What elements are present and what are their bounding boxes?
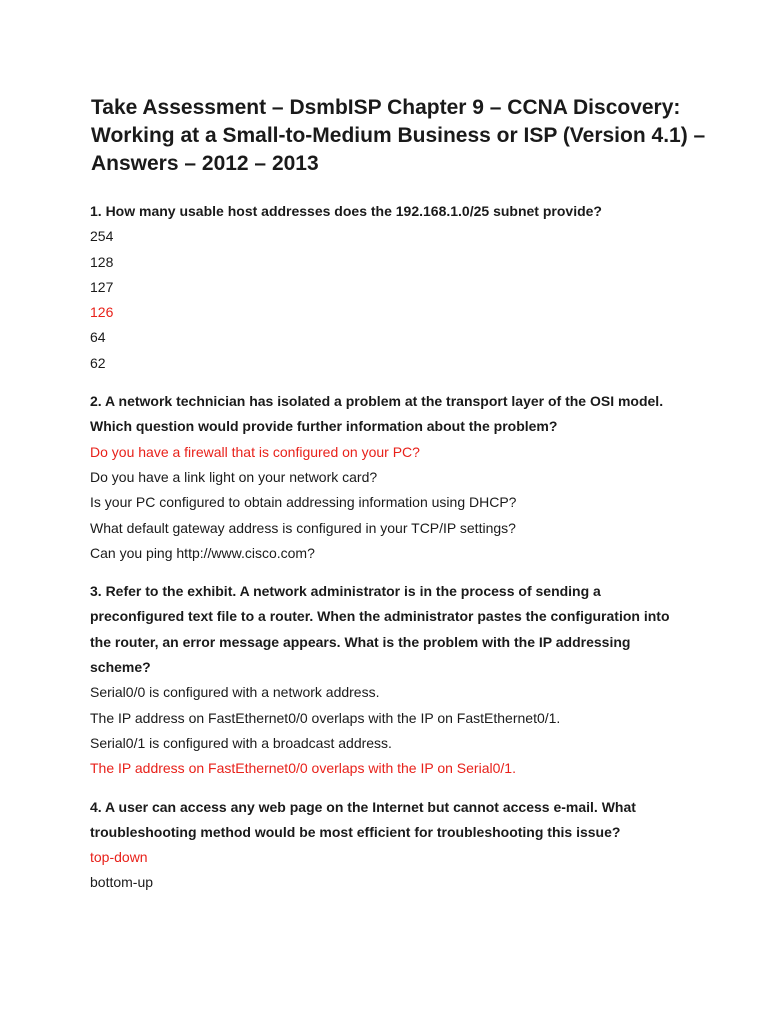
- question-1: [90, 199, 690, 376]
- question-text: 2. A network technician has isolated a problem at the transport layer of the OSI model. Which question would provide further information about the problem?: [90, 393, 664, 435]
- answer-option: What default gateway address is configured in your TCP/IP settings?: [90, 519, 516, 536]
- question-3: [90, 579, 690, 781]
- answer-option: 62: [90, 354, 106, 371]
- answer-option: bottom-up: [90, 874, 154, 891]
- correct-answer-option: The IP address on FastEthernet0/0 overlaps with the IP on Serial0/1.: [90, 760, 516, 777]
- answer-option: The IP address on FastEthernet0/0 overlaps with the IP on FastEthernet0/1.: [90, 709, 561, 726]
- answer-option: Serial0/1 is configured with a broadcast address.: [90, 734, 392, 751]
- answer-option: Can you ping http://www.cisco.com?: [90, 544, 315, 561]
- answer-option: 127: [90, 278, 114, 295]
- question-text: 3. Refer to the exhibit. A network administrator is in the process of sending a preconfigured text file to a router. When the administrator pastes the configuration into the router, an error message appears. What is the problem with the IP addressing scheme?: [90, 583, 670, 676]
- document-title: Take Assessment – DsmbISP Chapter 9 – CCNA Discovery: Working at a Small-to-Medium Business or ISP (Version 4.1) – Answers – 2012 – 2013: [91, 96, 706, 175]
- answer-option: 64: [90, 329, 106, 346]
- answer-option: Serial0/0 is configured with a network address.: [90, 684, 380, 701]
- correct-answer-option: top-down: [90, 849, 148, 866]
- correct-answer-option: Do you have a firewall that is configured on your PC?: [90, 443, 420, 460]
- question-text: 1. How many usable host addresses does the 192.168.1.0/25 subnet provide?: [90, 203, 602, 219]
- answer-option: Do you have a link light on your network card?: [90, 468, 378, 485]
- question-list: [90, 199, 690, 909]
- question-2: [90, 389, 690, 566]
- question-text: 4. A user can access any web page on the Internet but cannot access e-mail. What troubleshooting method would be most efficient for troubleshooting this issue?: [90, 798, 636, 840]
- answer-option: 254: [90, 228, 114, 245]
- correct-answer-option: 126: [90, 304, 114, 321]
- question-4: [90, 795, 690, 896]
- answer-option: 128: [90, 253, 114, 270]
- answer-option: Is your PC configured to obtain addressing information using DHCP?: [90, 494, 517, 511]
